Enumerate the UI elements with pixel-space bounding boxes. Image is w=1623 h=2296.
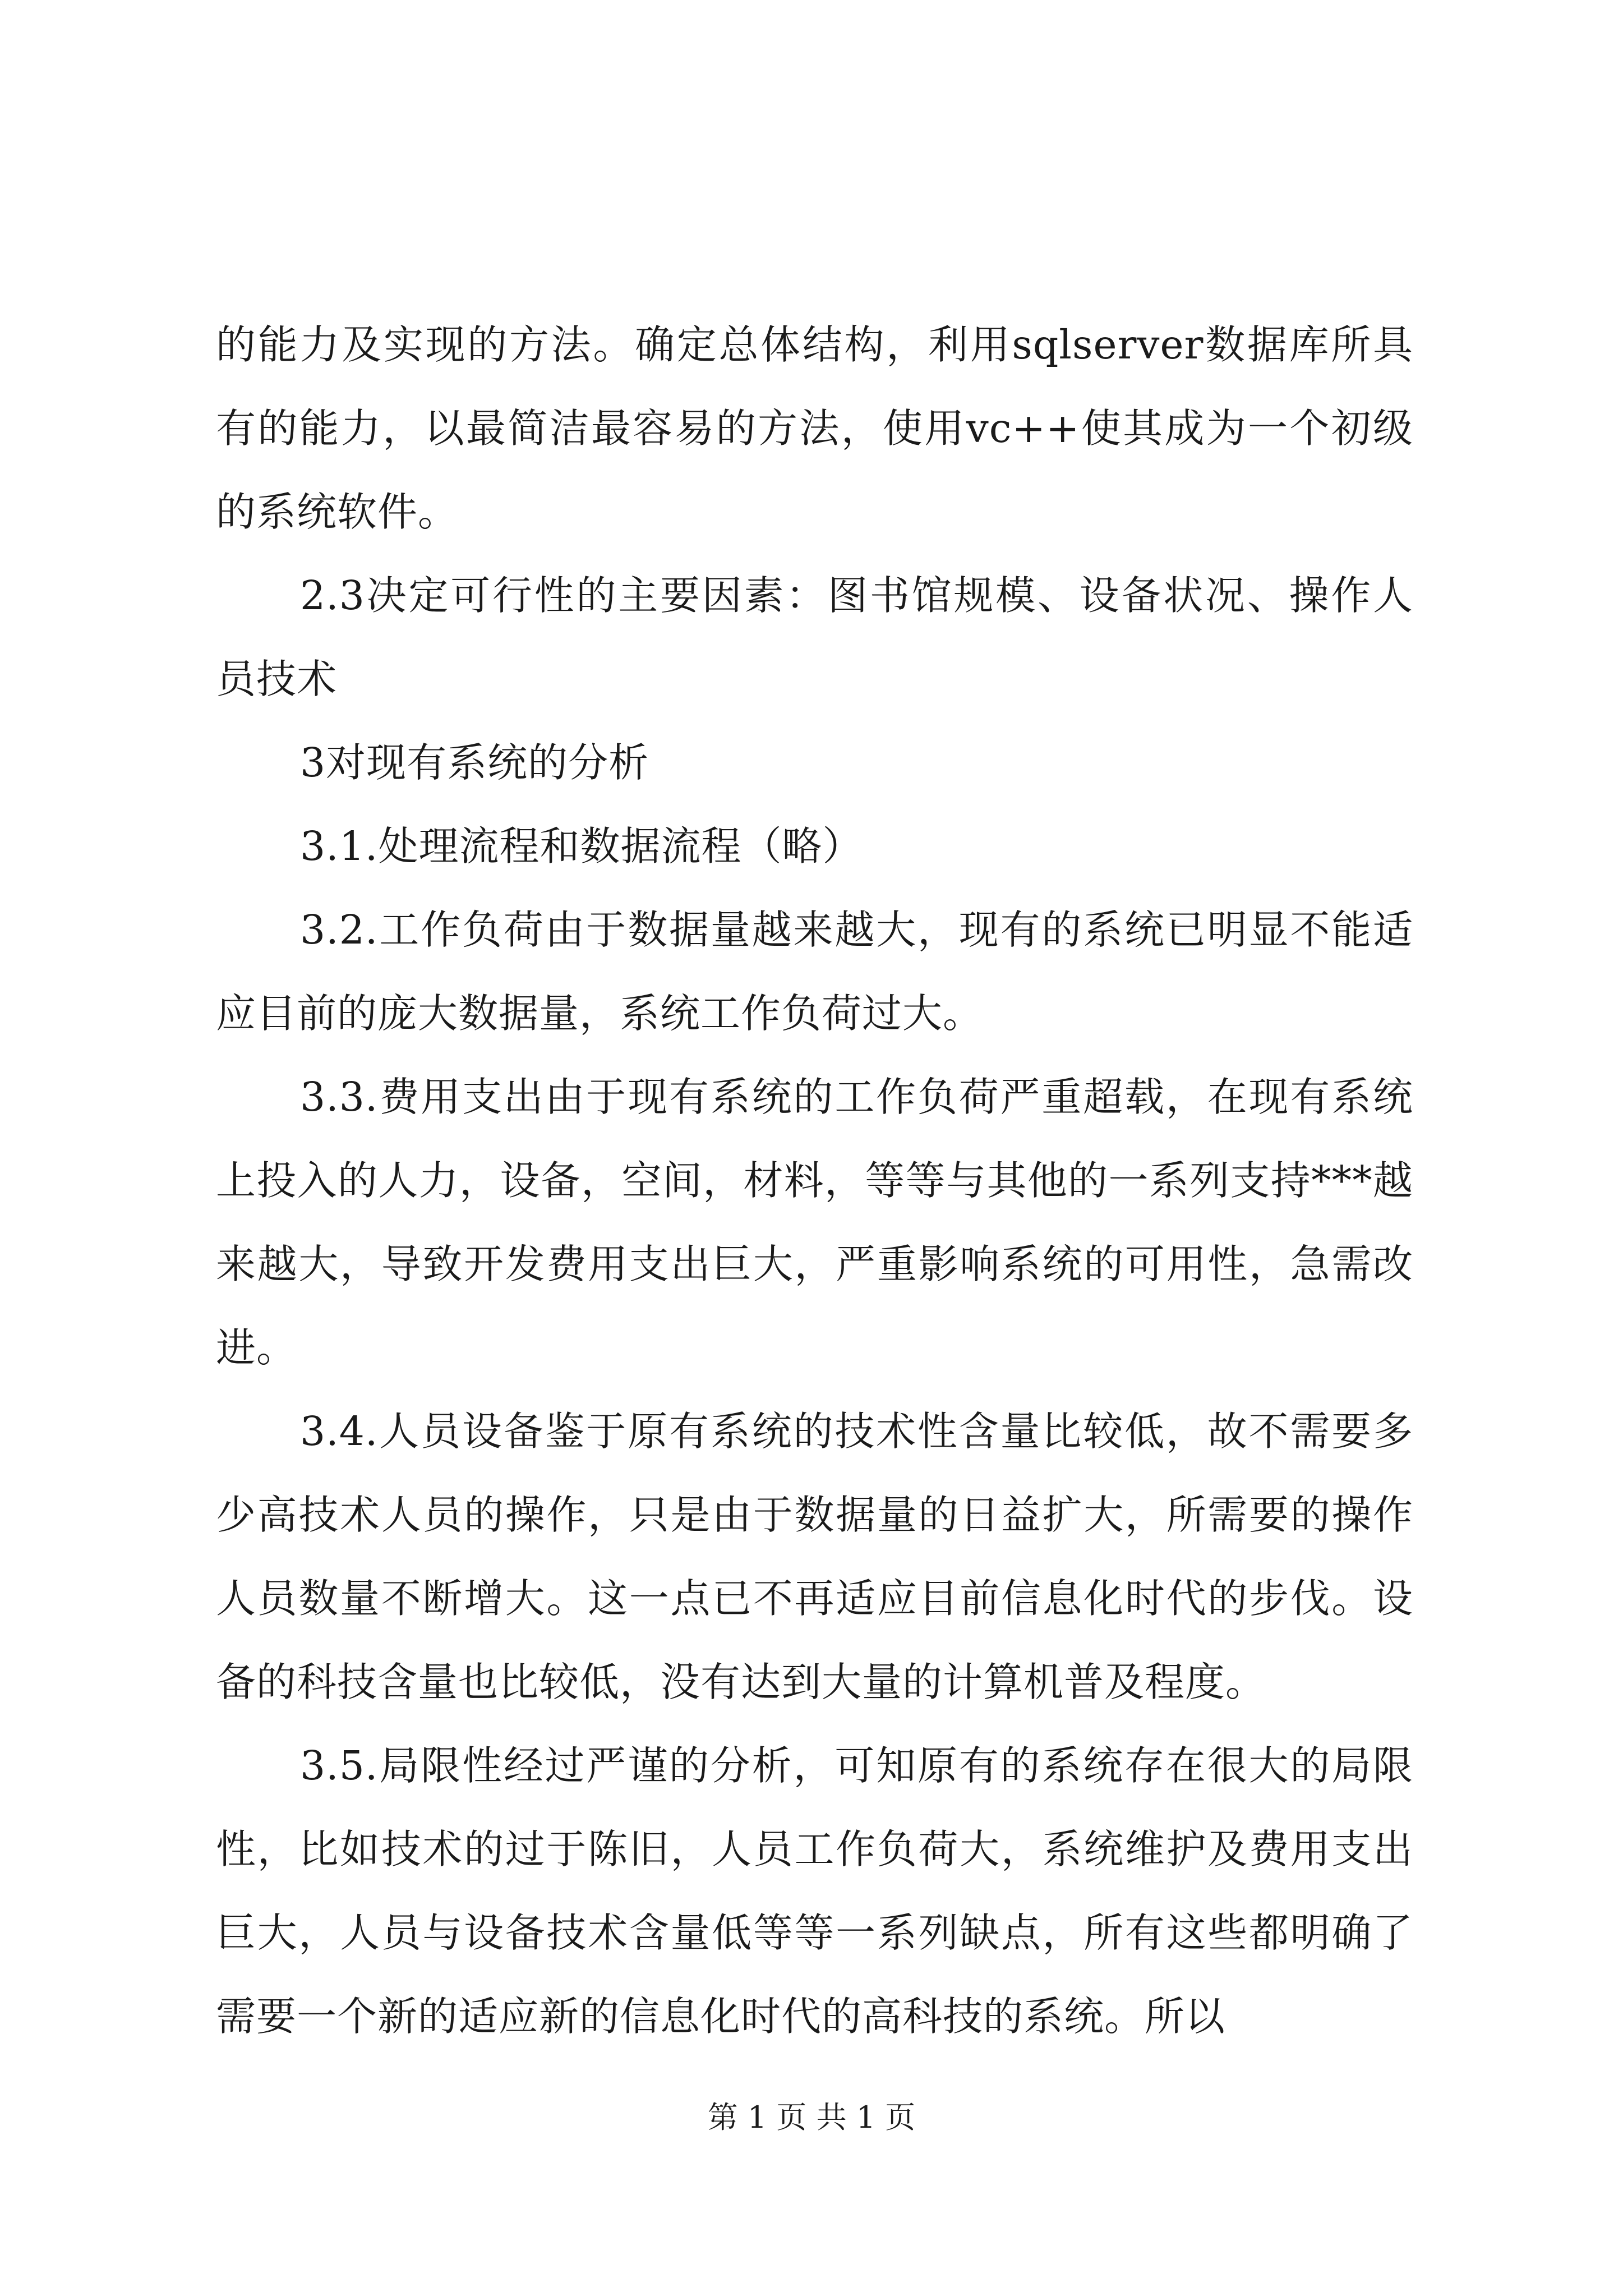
paragraph-3-4: 3.4.人员设备鉴于原有系统的技术性含量比较低，故不需要多少高技术人员的操作，只是由于数据量的日益扩大，所需要的操作人员数量不断增大。这一点已不再适应目前信息化时代的步伐。设备的科技含量也比较低，没有达到大量的计算机普及程度。 (216, 1408, 1413, 1705)
paragraph-continued: 的能力及实现的方法。确定总体结构，利用sqlserver数据库所具有的能力，以最简洁最容易的方法，使用vc++使其成为一个初级的系统软件。 (216, 321, 1413, 535)
paragraph-3-2: 3.2.工作负荷由于数据量越来越大，现有的系统已明显不能适应目前的庞大数据量，系统工作负荷过大。 (216, 907, 1413, 1037)
paragraph-2-3: 2.3决定可行性的主要因素：图书馆规模、设备状况、操作人员技术 (216, 572, 1413, 702)
page-footer: 第 1 页 共 1 页 (707, 2100, 916, 2135)
paragraph-3-3: 3.3.费用支出由于现有系统的工作负荷严重超载，在现有系统上投入的人力，设备，空间，材料，等等与其他的一系列支持***越来越大，导致开发费用支出巨大，严重影响系统的可用性，急需改进。 (216, 1074, 1413, 1371)
section-heading-3: 3对现有系统的分析 (300, 739, 649, 786)
paragraph-3-1: 3.1.处理流程和数据流程（略） (300, 823, 863, 869)
body-text (216, 303, 1413, 2058)
paragraph-3-5: 3.5.局限性经过严谨的分析，可知原有的系统存在很大的局限性，比如技术的过于陈旧，人员工作负荷大，系统维护及费用支出巨大，人员与设备技术含量低等等一系列缺点，所有这些都明确了需要一个新的适应新的信息化时代的高科技的系统。所以 (216, 1742, 1413, 2040)
